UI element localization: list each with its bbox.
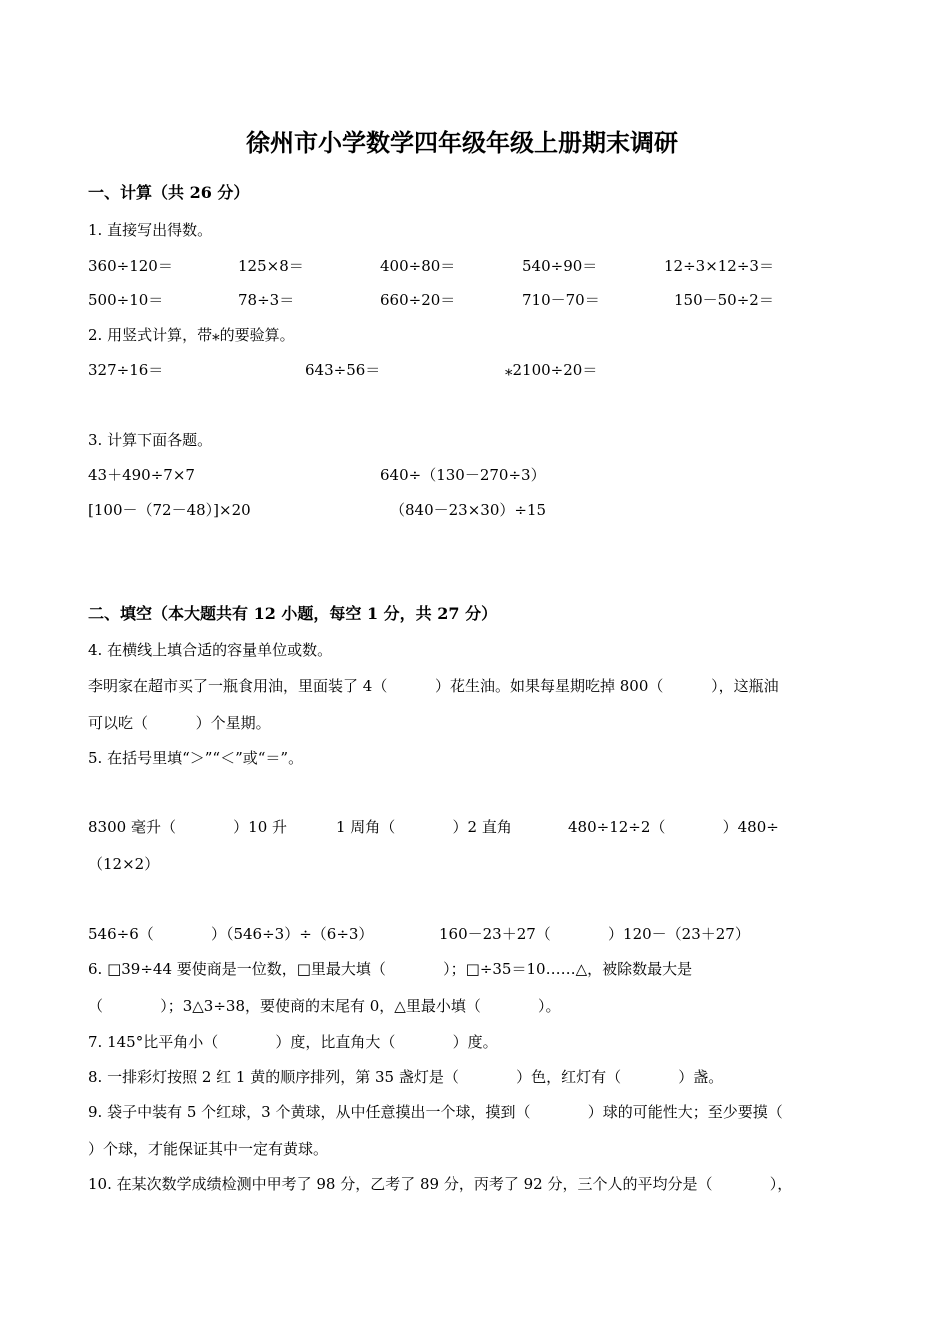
q1-item: 660÷20＝	[380, 291, 456, 309]
q5-item-wrap: （12×2）	[88, 855, 160, 873]
q1-item: 12÷3×12÷3＝	[664, 257, 774, 275]
q5-item: 480÷12÷2（ ）480÷	[568, 818, 779, 836]
section-heading-fill-in: 二、填空（本大题共有 12 小题，每空 1 分，共 27 分）	[88, 604, 498, 623]
q2-item: 643÷56＝	[305, 361, 381, 379]
question-2: 2. 用竖式计算，带⁎的要验算。	[88, 326, 295, 344]
q1-item: 400÷80＝	[380, 257, 456, 275]
q4-line: 李明家在超市买了一瓶食用油，里面装了 4（ ）花生油。如果每星期吃掉 800（ ），这瓶油	[88, 677, 779, 695]
q1-item: 500÷10＝	[88, 291, 164, 309]
page-title: 徐州市小学数学四年级年级上册期末调研	[246, 128, 678, 157]
q2-item: ⁎2100÷20＝	[505, 361, 598, 379]
q3-item: 43＋490÷7×7	[88, 466, 195, 484]
q1-item: 360÷120＝	[88, 257, 173, 275]
q5-item: 8300 毫升（ ）10 升	[88, 818, 288, 836]
question-10: 10. 在某次数学成绩检测中甲考了 98 分，乙考了 89 分，丙考了 92 分，三个人的平均分是（ ），	[88, 1175, 793, 1193]
q5-item: 1 周角（ ）2 直角	[336, 818, 512, 836]
q9-cont: ）个球，才能保证其中一定有黄球。	[88, 1140, 329, 1158]
question-6: 6. □39÷44 要使商是一位数，□里最大填（ ）；□÷35＝10……△，被除数最大是	[88, 960, 693, 978]
q5-item: 546÷6（ ）（546÷3）÷（6÷3）	[88, 925, 374, 943]
q1-item: 710－70＝	[522, 291, 600, 309]
q1-item: 78÷3＝	[238, 291, 295, 309]
question-5: 5. 在括号里填“＞”“＜”或“＝”。	[88, 749, 304, 767]
q6-cont: （ ）；3△3÷38，要使商的末尾有 0，△里最小填（ ）。	[88, 997, 561, 1015]
question-9: 9. 袋子中装有 5 个红球，3 个黄球，从中任意摸出一个球，摸到（ ）球的可能性大；至少要摸（	[88, 1103, 783, 1121]
q1-item: 540÷90＝	[522, 257, 598, 275]
q3-item: （840－23×30）÷15	[390, 501, 547, 519]
q1-item: 125×8＝	[238, 257, 304, 275]
q2-item: 327÷16＝	[88, 361, 164, 379]
question-3: 3. 计算下面各题。	[88, 431, 213, 449]
section-heading-calculation: 一、计算（共 26 分）	[88, 183, 250, 202]
question-7: 7. 145°比平角小（ ）度，比直角大（ ）度。	[88, 1033, 498, 1051]
q3-item: 640÷（130－270÷3）	[380, 466, 546, 484]
q3-item: [100－（72－48）]×20	[88, 501, 251, 519]
question-8: 8. 一排彩灯按照 2 红 1 黄的顺序排列，第 35 盏灯是（ ）色，红灯有（ ）盏。	[88, 1068, 724, 1086]
question-4: 4. 在横线上填合适的容量单位或数。	[88, 641, 333, 659]
q5-item: 160－23＋27（ ）120－（23＋27）	[439, 925, 750, 943]
q4-line: 可以吃（ ）个星期。	[88, 714, 271, 732]
question-1: 1. 直接写出得数。	[88, 221, 213, 239]
q1-item: 150－50÷2＝	[674, 291, 774, 309]
